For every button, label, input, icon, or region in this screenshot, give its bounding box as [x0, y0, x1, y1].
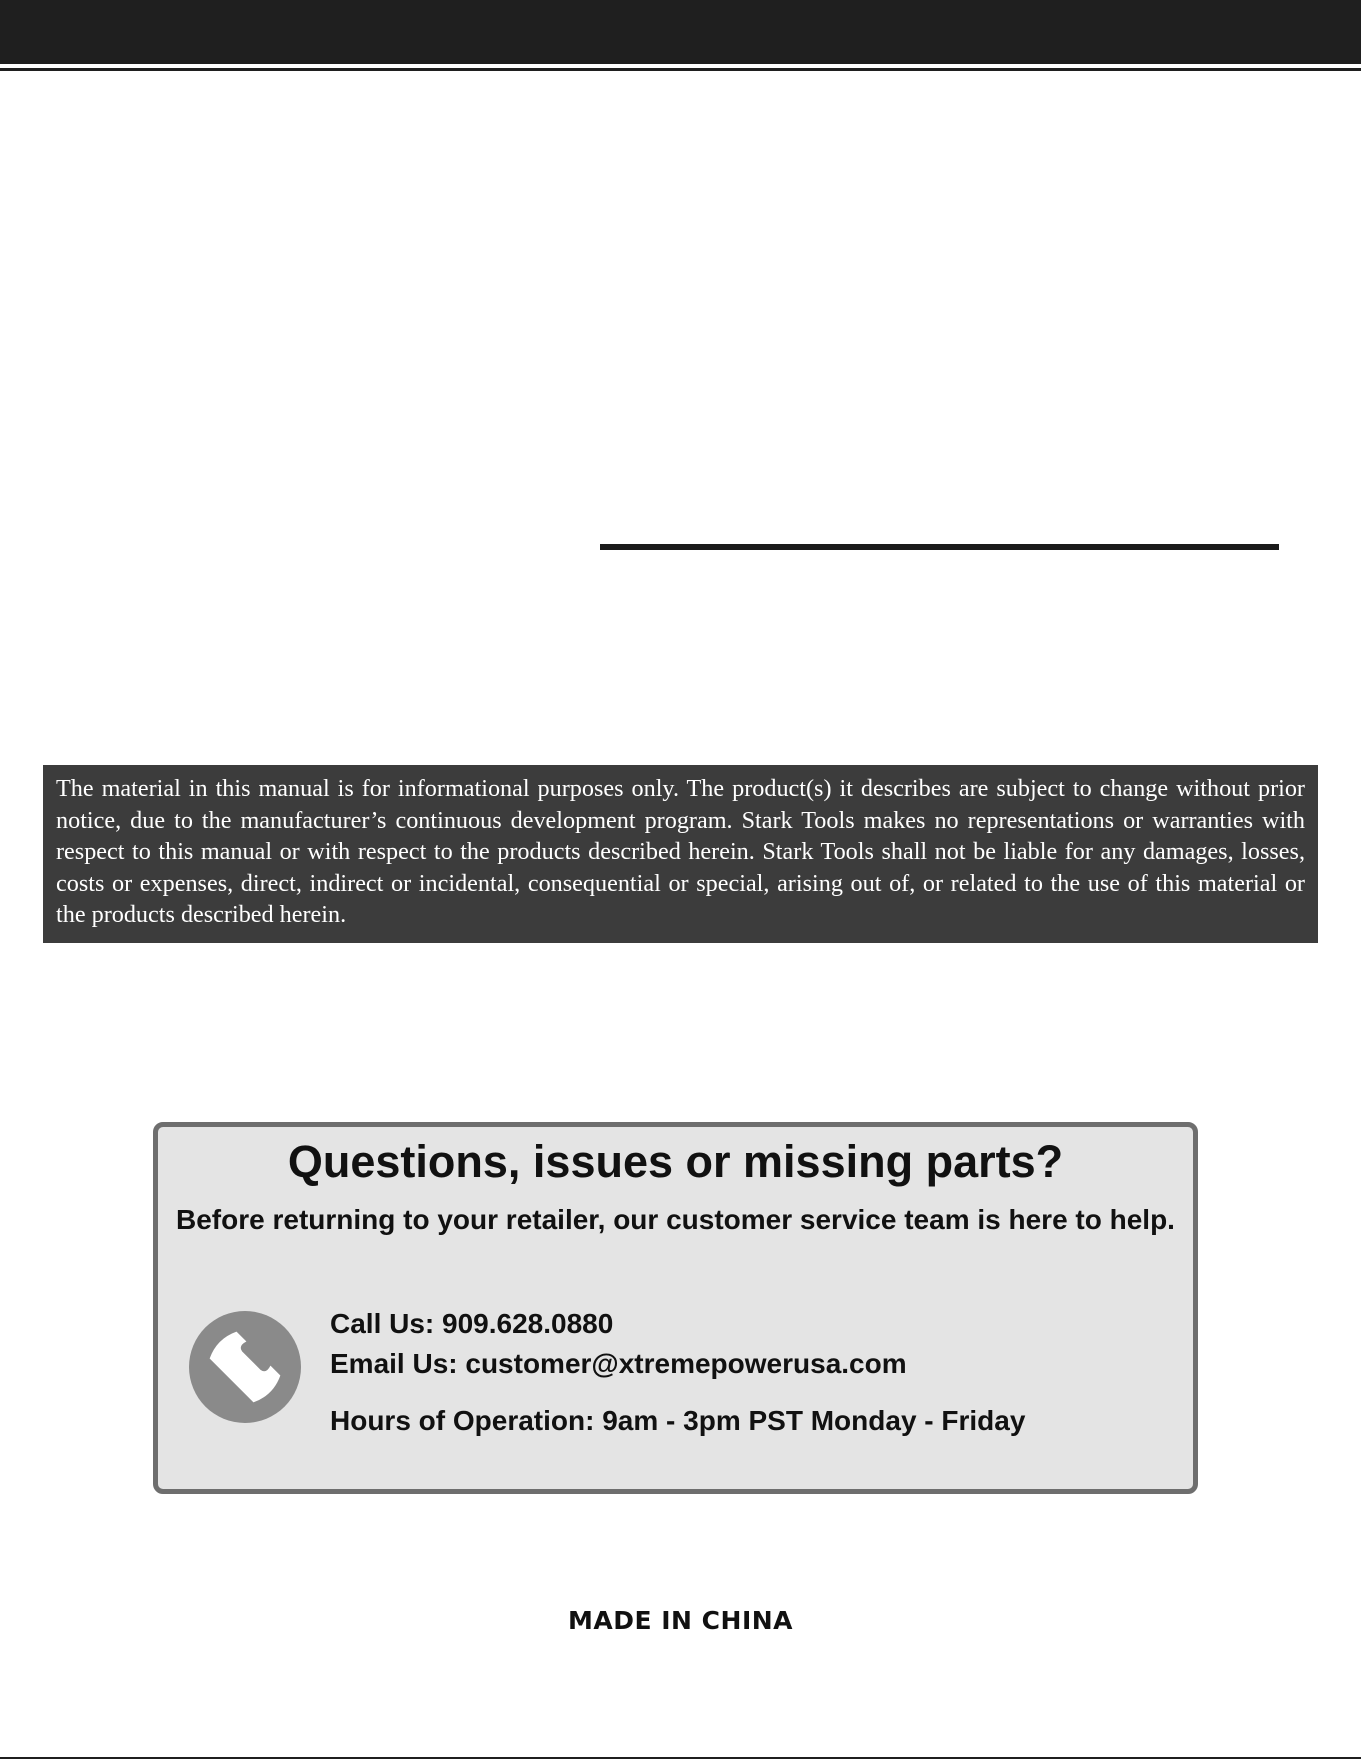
support-title: Questions, issues or missing parts? [287, 1136, 1064, 1187]
footer-divider [0, 1757, 1361, 1759]
header-bar [0, 0, 1361, 64]
hours-of-operation-text: Hours of Operation: 9am - 3pm PST Monday - Friday [330, 1405, 1026, 1436]
made-in-label: MADE IN CHINA [567, 1606, 794, 1635]
email-us-text: Email Us: customer@xtremepowerusa.com [330, 1348, 907, 1379]
disclaimer-text: The material in this manual is for informational purposes only. The product(s) it describes are subject to change without prior notice, due to the manufacturer’s continuous development program. Stark Tools makes no representations or warranties with respect to this manual or with respect to the products described herein. Stark Tools shall not be liable for any damages, losses, costs or expenses, direct, indirect or incidental, consequential or special, arising out of, or related to the use of this material or the products described herein. [56, 775, 1305, 928]
customer-support-box [153, 1122, 1198, 1494]
phone-icon [188, 1310, 302, 1424]
disclaimer-box [43, 765, 1318, 943]
support-subtitle: Before returning to your retailer, our customer service team is here to help. [176, 1204, 1175, 1235]
header-divider [0, 68, 1361, 71]
call-us-text: Call Us: 909.628.0880 [330, 1308, 614, 1339]
section-divider [600, 544, 1279, 550]
